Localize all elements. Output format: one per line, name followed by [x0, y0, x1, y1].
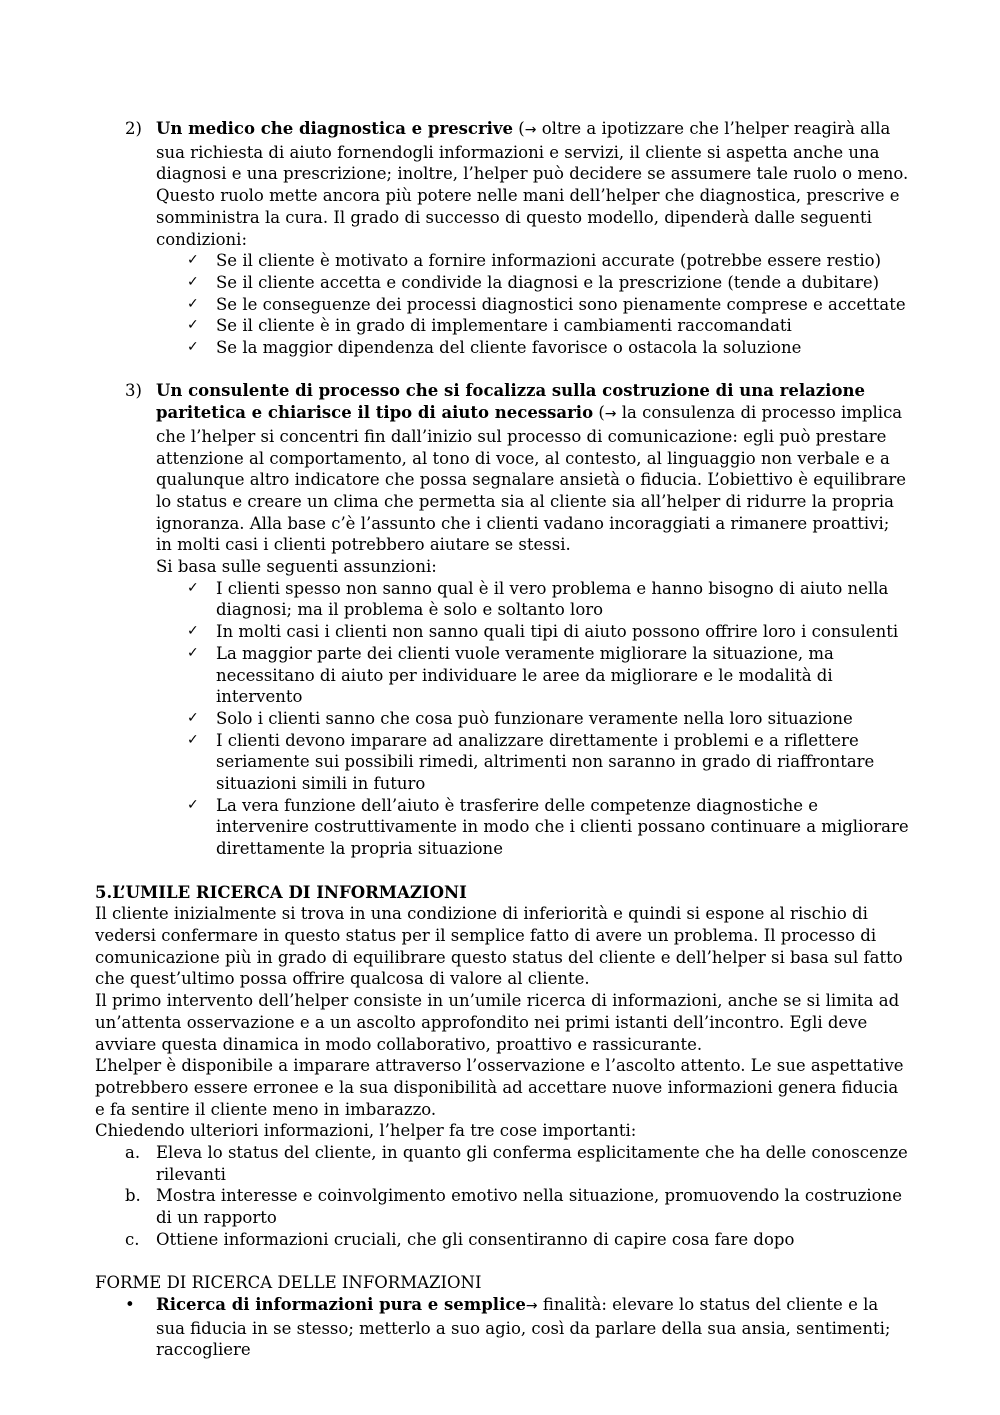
section-5-paragraph: Chiedendo ulteriori informazioni, l’helper fa tre cose importanti: — [95, 1121, 637, 1141]
arrow-icon: → — [604, 406, 617, 423]
check-icon: ✓ — [187, 339, 199, 356]
check-list-item: ✓ Solo i clienti sanno che cosa può funzionare veramente nella loro situazione — [187, 708, 853, 728]
item-2-check-list — [95, 250, 910, 359]
section-5-heading: 5.L’UMILE RICERCA DI INFORMAZIONI — [95, 882, 467, 902]
check-list-item: ✓ I clienti devono imparare ad analizzare direttamente i problemi e a riflettere seriamente sui possibili rimedi, altrimenti non saranno in grado di riaffrontare situazioni simili in futuro — [187, 730, 875, 794]
lettered-list-item: b. Mostra interesse e coinvolgimento emotivo nella situazione, promuovendo la costruzione di un rapporto — [125, 1186, 902, 1228]
item-2-title: Un medico che diagnostica e prescrive — [156, 119, 514, 138]
check-icon: ✓ — [187, 317, 199, 334]
lettered-list-item: a. Eleva lo status del cliente, in quanto gli conferma esplicitamente che ha delle conoscenze rilevanti — [125, 1143, 908, 1184]
check-list-item: ✓ In molti casi i clienti non sanno quali tipi di aiuto possono offrire loro i consulenti — [187, 622, 899, 642]
check-icon: ✓ — [187, 731, 199, 748]
arrow-icon: → — [525, 1297, 538, 1314]
check-icon: ✓ — [187, 295, 199, 312]
lettered-list — [95, 1142, 910, 1251]
check-list-item: ✓ La vera funzione dell’aiuto è trasferire delle competenze diagnostiche e intervenire costruttivamente in modo che i clienti possano continuare a migliorare direttamente la propria situazione — [187, 795, 909, 859]
bullet-list — [95, 1294, 910, 1361]
forme-heading: FORME DI RICERCA DELLE INFORMAZIONI — [95, 1273, 482, 1293]
check-list-item: ✓ Se le conseguenze dei processi diagnostici sono pienamente comprese e accettate — [187, 294, 906, 314]
numbered-item-2 — [95, 118, 910, 250]
check-list-item: ✓ Se il cliente accetta e condivide la diagnosi e la prescrizione (tende a dubitare) — [187, 272, 880, 292]
check-list-item: ✓ Se il cliente è motivato a fornire informazioni accurate (potrebbe essere restio) — [187, 251, 882, 271]
item-3-paragraph: Un consulente di processo che si focalizza sulla costruzione di una relazione paritetica e chiarisce il tipo di aiuto necessario (→ la consulenza di processo implica che l’helper si concentri fin dall’inizio sul processo di comunicazione: egli può prestare attenzione al comportamento, al tono di voce, al contesto, al linguaggio non verbale e a qualunque altro indicatore che possa segnalare ansietà o fiducia. L’obiettivo è equilibrare lo status e creare un clima che permetta sia al cliente sia all’helper di ridurre la propria ignoranza. Alla base c’è l’assunto che i clienti vadano incoraggiati a rimanere proattivi; in molti casi i clienti potrebbero aiutare se stessi. — [156, 381, 906, 555]
item-3-title: Un consulente di processo che si focalizza sulla costruzione di una relazione paritetica e chiarisce il tipo di aiuto necessario — [156, 381, 865, 423]
item-3-intro: Si basa sulle seguenti assunzioni: — [156, 557, 437, 577]
document-page — [95, 118, 910, 1361]
item-number: 3) — [125, 381, 142, 401]
item-3-text: la consulenza di processo implica che l’helper si concentri fin dall’inizio sul processo di comunicazione: egli può prestare attenzione al comportamento, al tono di voce, al contesto, al linguaggio non verbale e a qualunque altro indicatore che possa segnalare ansietà o fiducia. L’obiettivo è equilibrare lo status e creare un clima che permetta sia al cliente sia all’helper di ridurre la propria ignoranza. Alla base c’è l’assunto che i clienti vadano incoraggiati a rimanere proattivi; in molti casi i clienti potrebbero aiutare se stessi. — [156, 403, 906, 555]
check-list-item: ✓ I clienti spesso non sanno qual è il vero problema e hanno bisogno di aiuto nella diagnosi; ma il problema è solo e soltanto loro — [187, 578, 889, 620]
bullet-icon: • — [125, 1294, 135, 1314]
section-5-paragraph: L’helper è disponibile a imparare attraverso l’osservazione e l’ascolto attento. Le sue aspettative potrebbero essere erronee e la sua disponibilità ad accettare nuove informazioni genera fiducia e fa sentire il cliente meno in imbarazzo. — [95, 1056, 904, 1119]
check-icon: ✓ — [187, 709, 199, 726]
check-icon: ✓ — [187, 579, 199, 596]
item-2-text: oltre a ipotizzare che l’helper reagirà alla sua richiesta di aiuto fornendogli informazioni e servizi, il cliente si aspetta anche una diagnosi e una prescrizione; inoltre, l’helper può decidere se assumere tale ruolo o meno. Questo ruolo mette ancora più potere nelle mani dell’helper che diagnostica, prescrive e somministra la cura. Il grado di successo di questo modello, dipenderà dalle seguenti condizioni: — [156, 119, 909, 249]
check-list-item: ✓ La maggior parte dei clienti vuole veramente migliorare la situazione, ma necessitano di aiuto per individuare le aree da migliorare e le modalità di intervento — [187, 643, 834, 707]
section-5-paragraph: Il cliente inizialmente si trova in una condizione di inferiorità e quindi si espone al rischio di vedersi confermare in questo status per il semplice fatto di avere un problema. Il processo di comunicazione più in grado di equilibrare questo status del cliente e dell’helper si basa sul fatto che quest’ultimo possa offrire qualcosa di valore al cliente. — [95, 904, 903, 989]
check-icon: ✓ — [187, 644, 199, 661]
check-list-item: ✓ Se il cliente è in grado di implementare i cambiamenti raccomandati — [187, 316, 792, 336]
check-icon: ✓ — [187, 273, 199, 290]
arrow-icon: → — [524, 122, 537, 138]
check-icon: ✓ — [187, 252, 199, 269]
check-list-item: ✓ Se la maggior dipendenza del cliente favorisce o ostacola la soluzione — [187, 338, 802, 358]
item-number: 2) — [125, 119, 142, 138]
numbered-item-3 — [95, 380, 910, 577]
bullet-list-item: • Ricerca di informazioni pura e semplice→ finalità: elevare lo status del cliente e la sua fiducia in se stesso; metterlo a suo agio, così da parlare della sua ansia, sentimenti; raccogliere — [125, 1294, 891, 1360]
check-icon: ✓ — [187, 623, 199, 640]
lettered-list-item: c. Ottiene informazioni cruciali, che gli consentiranno di capire cosa fare dopo — [125, 1229, 795, 1249]
item-3-check-list — [95, 578, 910, 860]
item-2-paragraph: Un medico che diagnostica e prescrive (→ oltre a ipotizzare che l’helper reagirà alla sua richiesta di aiuto fornendogli informazioni e servizi, il cliente si aspetta anche una diagnosi e una prescrizione; inoltre, l’helper può decidere se assumere tale ruolo o meno. Questo ruolo mette ancora più potere nelle mani dell’helper che diagnostica, prescrive e somministra la cura. Il grado di successo di questo modello, dipenderà dalle seguenti condizioni: — [156, 119, 909, 249]
check-icon: ✓ — [187, 796, 199, 813]
section-5-paragraph: Il primo intervento dell’helper consiste in un’umile ricerca di informazioni, anche se si limita ad un’attenta osservazione e a un ascolto approfondito nei primi istanti dell’incontro. Egli deve avviare questa dinamica in modo collaborativo, proattivo e rassicurante. — [95, 991, 900, 1054]
